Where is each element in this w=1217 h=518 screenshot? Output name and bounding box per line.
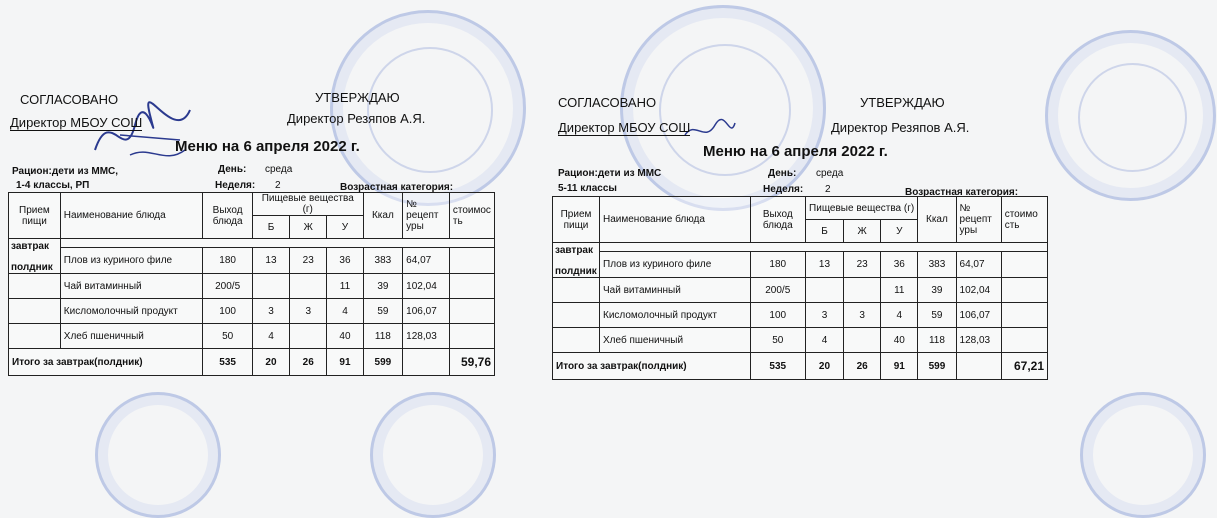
header-u: У (327, 216, 363, 239)
table-row: Плов из куриного филе 180 13 23 36 383 64,07 (553, 252, 1048, 278)
seal-stamp (370, 392, 496, 518)
week-value: 2 (275, 180, 281, 191)
day-label: День: (218, 164, 247, 175)
meal-breakfast: завтрак (555, 245, 593, 256)
week-label: Неделя: (215, 180, 256, 191)
age-label: Возрастная категория: (905, 187, 1019, 198)
header-yield: Выход блюда (750, 197, 805, 243)
header-dish: Наименование блюда (600, 197, 751, 243)
age-label: Возрастная категория: (340, 182, 454, 193)
week-label: Неделя: (763, 184, 804, 195)
right-menu (548, 0, 1217, 410)
menu-table (552, 196, 1048, 380)
agreed-label: СОГЛАСОВАНО (558, 95, 657, 110)
table-row: Хлеб пшеничный 50 4 40 118 128,03 (9, 324, 495, 349)
meal-snack: полдник (555, 266, 597, 277)
table-row: Хлеб пшеничный 50 4 40 118 128,03 (553, 328, 1048, 353)
total-cost: 59,76 (449, 349, 494, 376)
header-meal: Прием пищи (9, 193, 61, 239)
week-value: 2 (825, 184, 831, 195)
header-kcal: Ккал (363, 193, 403, 239)
day-value: среда (265, 164, 293, 175)
table-row: Чай витаминный 200/5 11 39 102,04 (9, 274, 495, 299)
director-name: Директор Резяпов А.Я. (831, 120, 970, 135)
table-row: Чай витаминный 200/5 11 39 102,04 (553, 278, 1048, 303)
left-menu (0, 0, 600, 410)
ration-line2: 5-11 классы (558, 183, 617, 194)
header-cost: стоимос ть (449, 193, 494, 239)
director-school: Директор МБОУ СОШ (10, 115, 143, 130)
header-nutrients: Пищевые вещества (г) (805, 197, 917, 220)
meal-snack: полдник (11, 262, 53, 273)
table-row: Плов из куриного филе 180 13 23 36 383 64,07 (9, 248, 495, 274)
header-yield: Выход блюда (203, 193, 253, 239)
header-zh: Ж (290, 216, 327, 239)
agreed-label: СОГЛАСОВАНО (20, 92, 119, 107)
header-zh: Ж (844, 220, 881, 243)
director-name: Директор Резяпов А.Я. (287, 111, 426, 126)
meal-breakfast: завтрак (11, 241, 49, 252)
header-recipe: № рецепт уры (956, 197, 1001, 243)
header-dish: Наименование блюда (60, 193, 203, 239)
table-row: Кисломолочный продукт 100 3 3 4 59 106,07 (9, 299, 495, 324)
menu-table (8, 192, 495, 376)
ration-line1: Рацион:дети из МMС (558, 168, 662, 179)
director-school: Директор МБОУ СОШ (558, 120, 691, 135)
ration-line1: Рацион:дети из МMС, (12, 166, 119, 177)
approve-label: УТВЕРЖДАЮ (315, 90, 400, 105)
menu-title: Меню на 6 апреля 2022 г. (703, 143, 888, 160)
total-row: Итого за завтрак(полдник) 535 20 26 91 599 67,21 (553, 353, 1048, 380)
total-cost: 67,21 (1001, 353, 1047, 380)
menu-title: Меню на 6 апреля 2022 г. (175, 138, 360, 155)
seal-stamp (1080, 392, 1206, 518)
total-row: Итого за завтрак(полдник) 535 20 26 91 599 59,76 (9, 349, 495, 376)
day-value: среда (816, 168, 844, 179)
header-cost: стоимо сть (1001, 197, 1047, 243)
day-label: День: (768, 168, 797, 179)
header-meal: Прием пищи (553, 197, 600, 243)
total-label: Итого за завтрак(полдник) (9, 349, 203, 376)
header-b: Б (805, 220, 843, 243)
header-recipe: № рецепт уры (403, 193, 450, 239)
total-label: Итого за завтрак(полдник) (553, 353, 751, 380)
header-nutrients: Пищевые вещества (г) (252, 193, 363, 216)
ration-line2: 1-4 классы, РП (16, 180, 90, 191)
table-row: Кисломолочный продукт 100 3 3 4 59 106,07 (553, 303, 1048, 328)
header-b: Б (252, 216, 289, 239)
seal-stamp (95, 392, 221, 518)
header-kcal: Ккал (918, 197, 956, 243)
header-u: У (881, 220, 918, 243)
approve-label: УТВЕРЖДАЮ (860, 95, 945, 110)
